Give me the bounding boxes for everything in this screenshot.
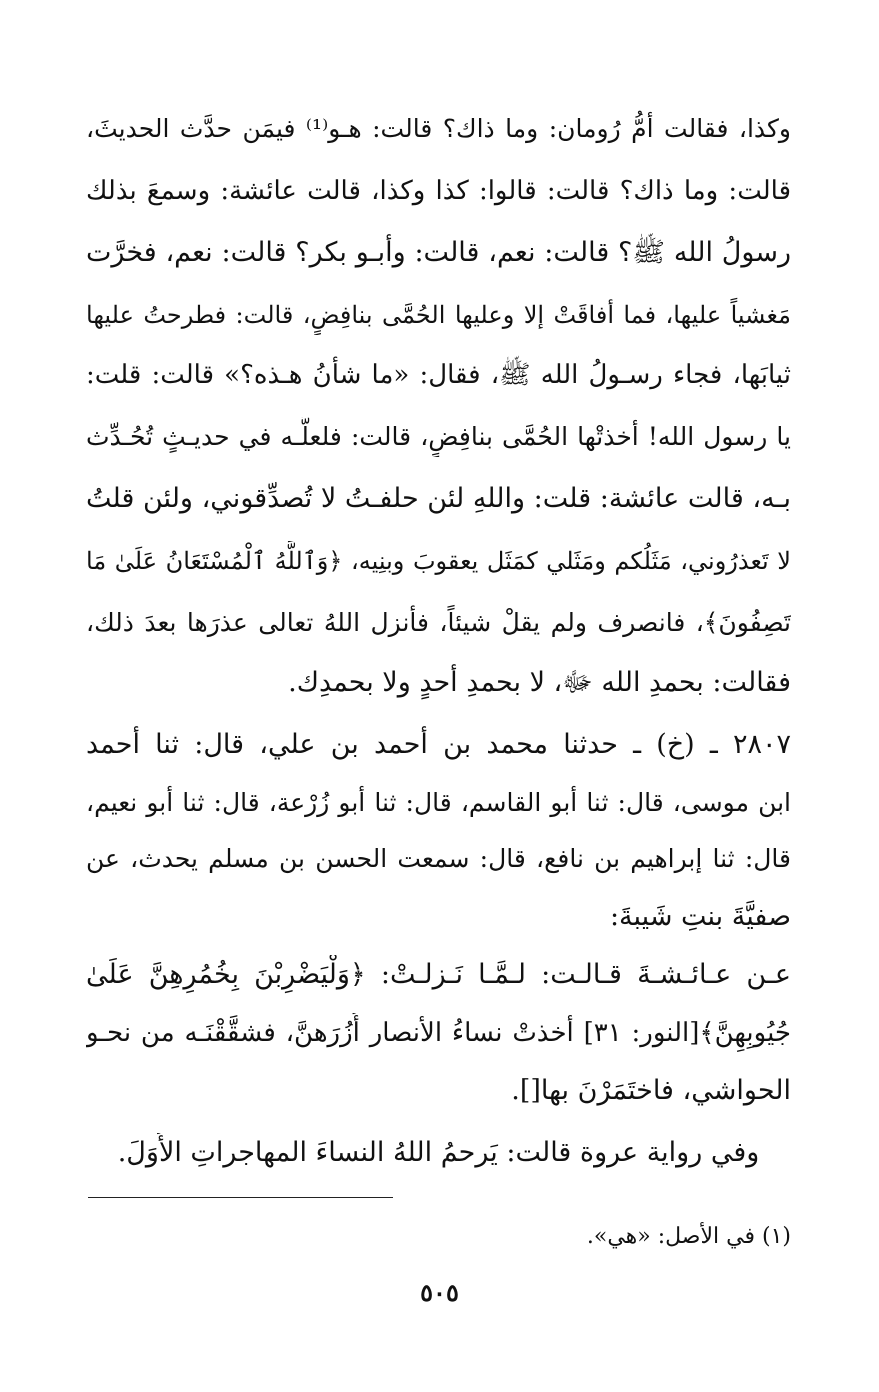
text-line: عـن عـائـشـةَ قـالـت: لـمَّـا نَـزلـتْ: ﴿وَلْيَضْرِبْنَ بِخُمُرِهِنَّ عَلَىٰ — [86, 959, 791, 990]
text-line: الحواشي، فاختَمَرْنَ بها[]. — [511, 1075, 791, 1106]
text-line: ثيابَها، فجاء رسـولُ الله ﷺ، فقال: «ما شأنُ هـذه؟» قالت: قلت: — [86, 360, 791, 390]
hadith-heading-line: ٢٨٠٧ ـ (خ) ـ حدثنا محمد بن أحمد بن علي، قال: ثنا أحمد — [86, 729, 791, 760]
text-line: صفيَّةَ بنتِ شَيبةَ: — [609, 901, 791, 932]
text-line: وكذا، فقالت أمُّ رُومان: وما ذاك؟ قالت: هـو⁽¹⁾ فيمَن حدَّث الحديثَ، — [86, 114, 791, 143]
text-line: رسولُ الله ﷺ؟ قالت: نعم، قالت: وأبـو بكر؟ قالت: نعم، فخرَّت — [86, 237, 791, 268]
text-line: وفي رواية عروة قالت: يَرحمُ اللهُ النساءَ المهاجراتِ الأُوَلَ. — [117, 1137, 760, 1168]
text-line: تَصِفُونَ﴾، فانصرف ولم يقلْ شيئاً، فأنزل اللهُ تعالى عذرَها بعدَ ذلك، — [86, 608, 791, 637]
page-number: ٥٠٥ — [420, 1278, 459, 1307]
footnote: (١) في الأصل: «هي». — [586, 1224, 791, 1249]
text-line: بـه، قالت عائشة: قلت: واللهِ لئن حلفـتُ لا تُصدِّقوني، ولئن قلتُ — [86, 483, 791, 514]
footnote-divider — [88, 1197, 393, 1198]
text-line: جُيُوبِهِنَّ﴾[النور: ٣١] أخذتْ نساءُ الأنصار أُزُرَهنَّ، فشقَّقْنَـه من نحـو — [86, 1018, 791, 1048]
text-line: لا تَعذرُوني، مَثَلُكم ومَثَلي كمَثَل يعقوبَ وبنِيه، ﴿وَٱللَّهُ ٱلْمُسْتَعَانُ عَلَىٰ مَا — [86, 547, 791, 575]
text-line: ابن موسى، قال: ثنا أبو القاسم، قال: ثنا أبو زُرْعة، قال: ثنا أبو نعيم، — [86, 788, 791, 817]
text-line: مَغشياً عليها، فما أفاقَتْ إلا وعليها الحُمَّى بنافِضٍ، قالت: فطرحتُ عليها — [86, 301, 791, 329]
text-line: فقالت: بحمدِ الله ﷻ، لا بحمدِ أحدٍ ولا بحمدِك. — [288, 667, 791, 698]
text-line: قالت: وما ذاك؟ قالت: قالوا: كذا وكذا، قالت عائشة: وسمعَ بذلك — [86, 176, 791, 206]
text-line: يا رسول الله! أخذتْها الحُمَّى بنافِضٍ، قالت: فلعلَّـه في حديـثٍ تُحُـدِّث — [86, 422, 791, 451]
text-line: قال: ثنا إبراهيم بن نافع، قال: سمعت الحسن بن مسلم يحدث، عن — [86, 844, 791, 873]
